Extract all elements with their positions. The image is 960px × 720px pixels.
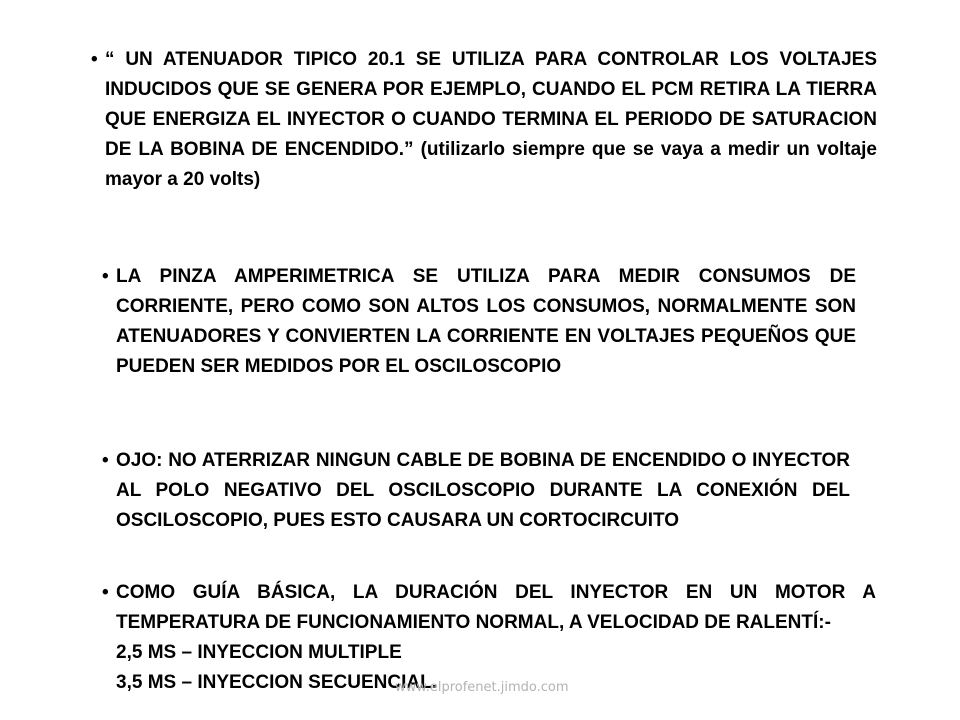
bullet-text-atenuador: “ UN ATENUADOR TIPICO 20.1 SE UTILIZA PARA CONTROLAR LOS VOLTAJES INDUCIDOS QUE SE GENERA POR EJEMPLO, CUANDO EL PCM RETIRA LA TIERRA QUE ENERGIZA EL INYECTOR O CUANDO TERMINA EL PERIODO DE SATURACION DE LA BOBINA DE ENCENDIDO.” (utilizarlo siempre que se vaya a medir un voltaje mayor a 20 volts) [105, 49, 877, 190]
inyeccion-multiple-line: 2,5 MS – INYECCION MULTIPLE [116, 642, 402, 663]
bullet-atenuador [91, 45, 877, 195]
bullet-text-guia: COMO GUÍA BÁSICA, LA DURACIÓN DEL INYECTOR EN UN MOTOR A TEMPERATURA DE FUNCIONAMIENTO NORMAL, A VELOCIDAD DE RALENTÍ:- [116, 582, 876, 633]
bullet-marker: • [102, 450, 109, 471]
bullet-marker: • [102, 266, 109, 287]
bullet-marker: • [91, 49, 98, 70]
watermark-url: www.elprofenet.jimdo.com [395, 680, 569, 695]
bullet-marker: • [102, 582, 109, 603]
inyeccion-secuencial-line: 3,5 MS – INYECCION SECUENCIAL. [116, 672, 437, 693]
bullet-text-ojo: OJO: NO ATERRIZAR NINGUN CABLE DE BOBINA DE ENCENDIDO O INYECTOR AL POLO NEGATIVO DEL OSCILOSCOPIO DURANTE LA CONEXIÓN DEL OSCILOSCOPIO, PUES ESTO CAUSARA UN CORTOCIRCUITO [116, 450, 850, 531]
bullet-ojo-warning [102, 446, 850, 536]
bullet-text-pinza: LA PINZA AMPERIMETRICA SE UTILIZA PARA MEDIR CONSUMOS DE CORRIENTE, PERO COMO SON ALTOS LOS CONSUMOS, NORMALMENTE SON ATENUADORES Y CONVIERTEN LA CORRIENTE EN VOLTAJES PEQUEÑOS QUE PUEDEN SER MEDIDOS POR EL OSCILOSCOPIO [116, 266, 856, 377]
bullet-pinza-amperimetrica [102, 262, 856, 382]
